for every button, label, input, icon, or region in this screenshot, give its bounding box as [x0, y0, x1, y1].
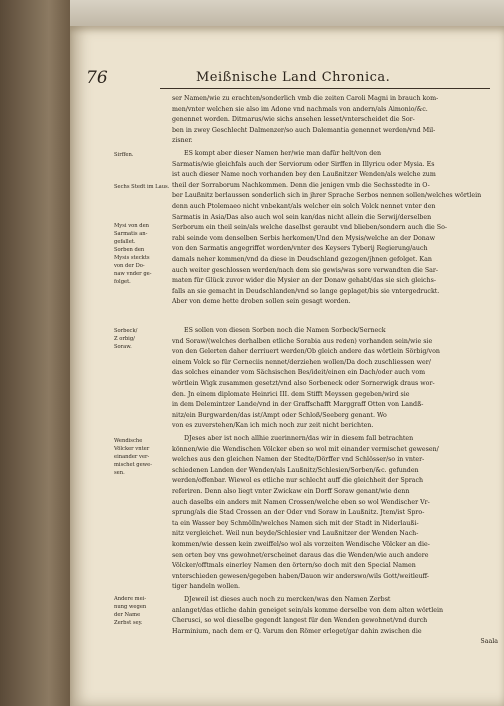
text-line: ben in zwey Geschlecht Dalmenzer/so auch Dalemantia genennet werden/vnd Mil- — [172, 126, 436, 134]
paragraph-5 — [172, 595, 498, 648]
marginal-note — [114, 327, 170, 351]
text-line: nitz/ein Burgwarden/das ist/Ampt oder Schloß/Seeberg genant. Wo — [172, 411, 387, 419]
text-line: Aber von deme hette droben sollen sein gesagt worden. — [172, 298, 351, 306]
marginal-line: Wendische — [114, 438, 143, 444]
marginal-note — [114, 595, 170, 627]
text-line: zisner. — [172, 137, 193, 145]
marginal-line: Sorben den — [114, 247, 145, 253]
text-line: sprung/als die Stad Crossen an der Oder vnd Soraw in Laußnitz. Jtem/ist Spro- — [172, 509, 425, 517]
text-line: ta ein Wasser bey Schmölln/welches Namen sich mit der Stadt in Niderlaußi- — [172, 519, 419, 527]
text-line: DJeweil ist dieses auch noch zu mercken/was den Namen Zerbst — [184, 596, 391, 603]
marginal-line: Mysis steckts — [114, 255, 150, 261]
text-line: auch daselbs ein anders mit Namen Crossen/welche eben so wol Wendischer Vr- — [172, 498, 430, 506]
paragraph-3 — [172, 326, 498, 432]
text-line: sen orten bey vns gewohnet/erscheinet daraus das die Wenden/wie auch andere — [172, 551, 429, 559]
paragraph-2 — [172, 149, 498, 308]
text-line: von den Gelerten daher derriuert werden/Ob gleich andere das wörtlein Sörbig/von — [172, 348, 440, 356]
text-line: kommen/wie dessen kein zweiffel/so wol als vorzeiten Wendische Völcker an die- — [172, 540, 430, 548]
text-line: Völcker/offtmals einerley Namen den örtern/so doch mit den Special Namen — [172, 562, 416, 570]
text-line: werden/offenbar. Wiewol es etliche nur schlecht auff die gleichheit der Sprach — [172, 477, 424, 485]
marginal-line: Völcker vnter — [114, 446, 150, 452]
marginal-line: mischet gewe- — [114, 462, 152, 468]
text-line: Sarmatis in Asia/Das also auch wol sein kan/das nicht allein die Serwij/derselben — [172, 213, 432, 221]
text-line: den. Jn einem diplomate Heinrici III. dem Stifft Meyssen gegeben/wird sie — [172, 390, 410, 398]
text-line: von es zuverstehen/Kan ich mich noch zur zeit nicht berichten. — [172, 422, 374, 430]
text-line: referiren. Denn also liegt vnter Zwickaw ein Dorff Soraw genant/wie denn — [172, 487, 410, 495]
text-line: ES kompt aber dieser Namen her/wie man dafür helt/von den — [184, 150, 382, 157]
text-line: Serborum ein theil sein/als welche daselbst geraubt vnd blieben/sondern auch die So- — [172, 224, 447, 232]
text-line: wörtlein Wigk zusammen gesetzt/vnd also Sorbeneck oder Sornerwigk draus wor- — [172, 379, 435, 387]
marginal-line: von der Do- — [114, 263, 145, 269]
marginal-line: Sarmatis an- — [114, 231, 148, 237]
marginal-note — [114, 222, 170, 286]
text-line: men/vnter welchen sie also im Adone vnd nachmals von andern/als Aimonio/&c. — [172, 105, 428, 113]
text-line: damals neher kommen/vnd da diese in Deudschland gezogen/jhnen gefolget. Kan — [172, 255, 432, 263]
text-line: ser Namen/wie zu erachten/sonderlich vmb die zeiten Caroli Magni in brauch kom- — [172, 95, 439, 102]
marginal-line: Mysi von den — [114, 223, 149, 229]
text-line: maten für Glück zuvor wider die Mysier an der Donaw gehabt/das sie sich gleichs- — [172, 277, 436, 285]
marginal-line: Andere mei- — [114, 596, 147, 602]
text-line: genennet worden. Ditmarus/wie sichs ansehen lesset/vnterscheidet die Sor- — [172, 116, 415, 124]
text-line: rabi seinde vom denselben Serbis herkomen/Und den Mysis/welche an der Donaw — [172, 234, 435, 242]
text-line: anlanget/das etliche dahin geneiget sein/als komme derselbe von dem alten wörtlein — [172, 606, 444, 614]
running-head: Meißnische Land Chronica. — [196, 70, 391, 85]
marginal-line: folget. — [114, 279, 131, 285]
text-line: denn auch Ptolemaeo nicht vnbekant/als welcher ein solch Volck nennet vnter den — [172, 202, 436, 210]
header-rule — [160, 88, 490, 89]
book-spine — [0, 0, 70, 706]
marginal-line: Soraw. — [114, 344, 132, 350]
marginal-line: gefallet. — [114, 239, 136, 245]
marginal-line: Sorbeck/ — [114, 328, 138, 334]
text-line: schiedenen Landen der Wenden/als Laußnitz/Schlesien/Sorben/&c. gefunden — [172, 466, 419, 474]
marginal-line: naw vnder ge- — [114, 271, 152, 277]
text-line: das solches einander vom Sächsischen Bes/ideit/einen ein Dach/oder auch vom — [172, 369, 426, 377]
marginal-line: einander ver- — [114, 454, 150, 460]
text-line: ber Laußnitz berlaussen sonderlich sich in jhrer Sprache Serbos nennen sollen/welches wörtlein — [172, 192, 482, 200]
text-line: einem Volck so für Cerneciis nennet/derziehen wollen/Da doch zuschliessen wer/ — [172, 358, 431, 366]
marginal-note — [114, 151, 170, 159]
marginal-line: Zerbst sey. — [114, 620, 143, 626]
marginal-note — [114, 183, 170, 191]
text-line: auch weiter geschlossen werden/nach dem sie gewis/was sore verwandten die Sar- — [172, 266, 439, 274]
catchword: Saala — [480, 638, 498, 646]
marginal-line: der Name — [114, 612, 141, 618]
text-line: von den Sarmatis angegriffet worden/vnter des Keysers Tyberij Regierung/auch — [172, 245, 428, 253]
paragraph-1 — [172, 94, 498, 147]
marginal-note — [114, 437, 170, 477]
marginal-line: Sechs Stedt im Laus. — [114, 184, 170, 190]
text-line: DJeses aber ist noch allhie zuerinnern/das wir in diesem fall betrachten — [184, 435, 414, 442]
marginal-line: Sirffen. — [114, 152, 134, 158]
text-line: in dem Delemintzer Lande/vnd in der Graffschafft Marggraff Otten von Landß- — [172, 401, 424, 409]
text-line: theil der Sorraborum Nachkommen. Denn die jenigen vmb die Sechsstedte in O- — [172, 181, 430, 189]
text-line: Harminium, nach dem er Q. Varum den Römer erleget/gar dahin zwischen die — [172, 627, 422, 635]
text-line: falls an sie gemacht in Deudschlanden/vnd so lange geplaget/bis sie vntergedruckt. — [172, 287, 440, 295]
text-line: vnd Soraw/(welches derhalben etliche Sorabia aus reden) vorhanden sein/wie sie — [172, 337, 433, 345]
page-number: 76 — [86, 68, 108, 88]
text-line: ist auch dieser Name noch vorhanden bey den Laußnitzer Wenden/als welche zum — [172, 171, 436, 179]
marginal-line: Z orbig/ — [114, 336, 135, 342]
text-line: Sarmatis/wie gleichfals auch der Serviorum oder Sirffen in Illyricu oder Mysia. Es — [172, 160, 435, 168]
paragraph-4 — [172, 434, 498, 593]
text-line: nitz vergleichet. Weil nun beyde/Schlesier vnd Laußnitzer der Wenden Nach- — [172, 530, 419, 538]
text-line: tiger handeln wollen. — [172, 583, 240, 591]
text-line: Cherusci, so wol dieselbe gegendt langest für den Wenden gewohnet/vnd durch — [172, 617, 428, 625]
text-line: welches aus den gleichen Namen der Stedte/Dörffer vnd Schlösser/so in vnter- — [172, 456, 425, 464]
marginal-line: nung wegen — [114, 604, 147, 610]
text-line: vnterschieden gewesen/gegeben haben/Dauon wir anderswo/wils Gott/weitleuff- — [172, 572, 430, 580]
text-line: ES sollen von diesen Sorben noch die Namen Sorbeck/Serneck — [184, 327, 386, 334]
marginal-line: sen. — [114, 470, 125, 476]
text-line: können/wie die Wendischen Völcker eben so wol mit einander vermischet gewesen/ — [172, 445, 439, 453]
